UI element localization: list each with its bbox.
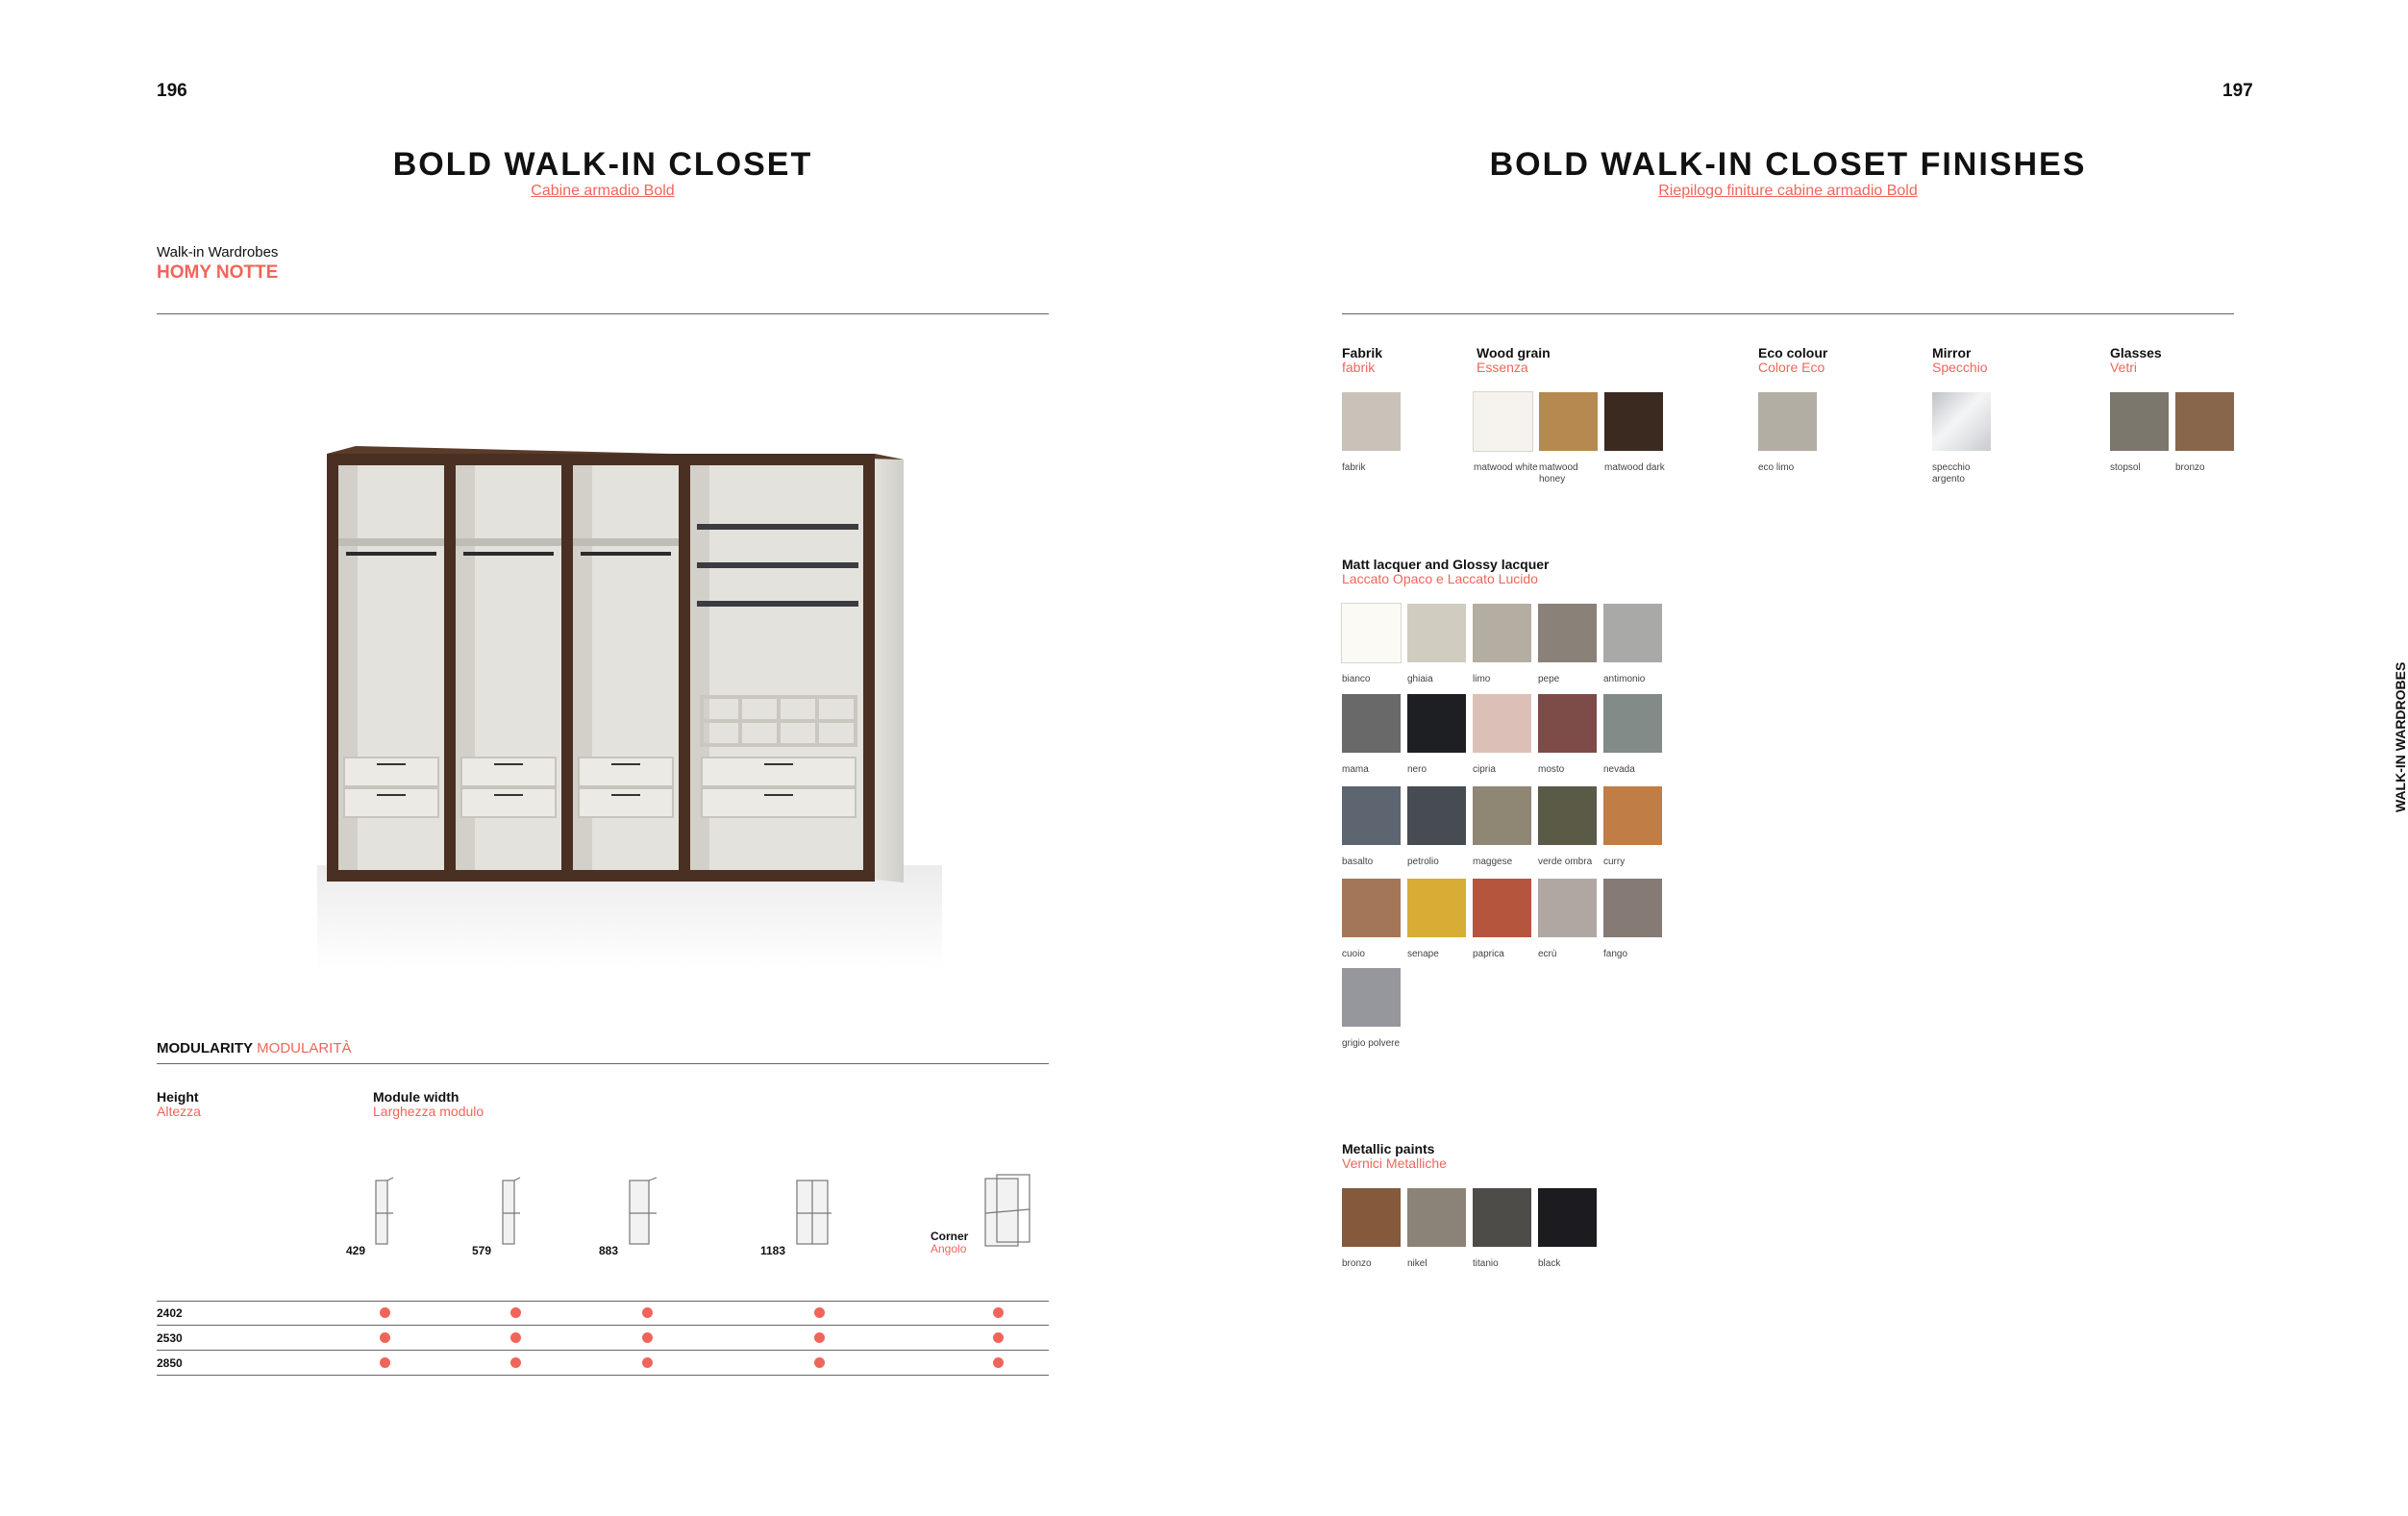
group-title: Wood grain — [1477, 345, 1551, 360]
swatch-label: black — [1538, 1258, 1561, 1269]
group-title-it: Specchio — [1932, 360, 1988, 375]
swatch-label: curry — [1603, 857, 1626, 867]
module-corner — [931, 1230, 968, 1255]
swatch-label: matwood white — [1474, 462, 1538, 473]
module-width-1183: 1183 — [760, 1244, 786, 1257]
module-width-429: 429 — [346, 1244, 366, 1257]
swatch-eco-limo — [1758, 392, 1817, 451]
modularity-label: MODULARITY — [157, 1040, 253, 1056]
swatch-bronzo — [2175, 392, 2234, 451]
swatch-label: nero — [1407, 764, 1427, 775]
width-header — [373, 1090, 484, 1119]
swatch-ghiaia — [1407, 604, 1466, 662]
availability-dot — [510, 1332, 521, 1343]
swatch-matwood-white — [1474, 392, 1532, 451]
swatch-label: titanio — [1473, 1258, 1499, 1269]
swatch-label: maggese — [1473, 857, 1513, 867]
swatch-matwood-honey — [1539, 392, 1598, 451]
group-eco-header — [1758, 346, 1827, 375]
table-rule — [157, 1350, 1049, 1351]
swatch-mosto — [1538, 694, 1597, 753]
availability-dot — [380, 1332, 390, 1343]
availability-dot — [814, 1332, 825, 1343]
swatch-label: specchio argento — [1932, 462, 1971, 485]
swatch-label: grigio polvere — [1342, 1038, 1401, 1049]
swatch-label: nevada — [1603, 764, 1635, 775]
table-rule — [157, 1325, 1049, 1326]
swatch-label: cuoio — [1342, 949, 1365, 959]
swatch-label: fango — [1603, 949, 1628, 959]
swatch-label: cipria — [1473, 764, 1496, 775]
height-2850: 2850 — [157, 1356, 183, 1370]
height-header — [157, 1090, 201, 1119]
width-label-it: Larghezza modulo — [373, 1104, 484, 1119]
availability-dot — [510, 1307, 521, 1318]
swatch-grigio-polvere — [1342, 968, 1401, 1027]
swatch-nero — [1407, 694, 1466, 753]
group-title-it: Vetri — [2110, 360, 2138, 375]
swatch-cuoio — [1342, 879, 1401, 937]
module-width-883: 883 — [599, 1244, 619, 1257]
swatch-petrolio — [1407, 786, 1466, 845]
height-label: Height — [157, 1089, 199, 1105]
availability-dot — [380, 1357, 390, 1368]
swatch-black — [1538, 1188, 1597, 1247]
corner-label: Corner — [931, 1230, 969, 1243]
width-label: Module width — [373, 1089, 459, 1105]
swatch-label: bronzo — [2175, 462, 2205, 473]
modularity-heading — [157, 1040, 352, 1056]
page-number-right: 197 — [2222, 81, 2253, 101]
group-title-it: fabrik — [1342, 360, 1376, 375]
wardrobe-image — [317, 356, 942, 971]
swatch-label: stopsol — [2110, 462, 2141, 473]
table-rule — [157, 1301, 1049, 1302]
group-title-it: Laccato Opaco e Laccato Lucido — [1342, 571, 1538, 586]
swatch-senape — [1407, 879, 1466, 937]
page-number-left: 196 — [157, 81, 187, 101]
swatch-label: verde ombra — [1538, 857, 1593, 867]
group-title-it: Vernici Metalliche — [1342, 1156, 1447, 1171]
availability-dot — [642, 1332, 653, 1343]
swatch-curry — [1603, 786, 1662, 845]
group-title: Matt lacquer and Glossy lacquer — [1342, 557, 1550, 572]
availability-dot — [510, 1357, 521, 1368]
swatch-cipria — [1473, 694, 1531, 753]
group-title: Glasses — [2110, 345, 2162, 360]
divider — [157, 313, 1049, 314]
swatch-paprica — [1473, 879, 1531, 937]
swatch-maggese — [1473, 786, 1531, 845]
swatch-matwood-dark — [1604, 392, 1663, 451]
swatch-label: senape — [1407, 949, 1439, 959]
group-glass-header — [2110, 346, 2162, 375]
swatch-antimonio — [1603, 604, 1662, 662]
group-title: Metallic paints — [1342, 1141, 1435, 1156]
swatch-label: eco limo — [1758, 462, 1795, 473]
swatch-label: matwood honey — [1539, 462, 1578, 485]
table-rule — [157, 1375, 1049, 1376]
swatch-label: nikel — [1407, 1258, 1427, 1269]
category-label: Walk-in Wardrobes — [157, 244, 279, 261]
swatch-basalto — [1342, 786, 1401, 845]
modularity-label-it: MODULARITÀ — [257, 1040, 352, 1056]
group-title-it: Colore Eco — [1758, 360, 1825, 375]
availability-dot — [993, 1307, 1004, 1318]
availability-dot — [993, 1332, 1004, 1343]
height-2530: 2530 — [157, 1331, 183, 1345]
availability-dot — [814, 1357, 825, 1368]
availability-dot — [814, 1307, 825, 1318]
page-subtitle-left: Cabine armadio Bold — [531, 183, 675, 199]
group-title-it: Essenza — [1477, 360, 1528, 375]
swatch-label: ecrù — [1538, 949, 1557, 959]
group-title: Eco colour — [1758, 345, 1828, 360]
group-metal-header — [1342, 1142, 1447, 1171]
swatch-nikel — [1407, 1188, 1466, 1247]
swatch-label: mosto — [1538, 764, 1565, 775]
corner-label-it: Angolo — [931, 1242, 967, 1255]
swatch-label: fabrik — [1342, 462, 1366, 473]
swatch-pepe — [1538, 604, 1597, 662]
group-wood-header — [1477, 346, 1551, 375]
page-title-left: BOLD WALK-IN CLOSET — [392, 146, 813, 183]
swatch-label: ghiaia — [1407, 674, 1433, 684]
divider — [157, 1063, 1049, 1064]
swatch-label: mama — [1342, 764, 1369, 775]
availability-dot — [380, 1307, 390, 1318]
swatch-label: petrolio — [1407, 857, 1439, 867]
availability-dot — [993, 1357, 1004, 1368]
swatch-fango — [1603, 879, 1662, 937]
page-subtitle-right: Riepilogo finiture cabine armadio Bold — [1658, 183, 1918, 199]
swatch-specchio-argento — [1932, 392, 1991, 451]
swatch-label: matwood dark — [1604, 462, 1665, 473]
group-title: Mirror — [1932, 345, 1972, 360]
swatch-nevada — [1603, 694, 1662, 753]
swatch-label: bianco — [1342, 674, 1371, 684]
swatch-bronzo — [1342, 1188, 1401, 1247]
group-lacquer-header — [1342, 558, 1550, 586]
swatch-mama — [1342, 694, 1401, 753]
swatch-verde-ombra — [1538, 786, 1597, 845]
height-label-it: Altezza — [157, 1104, 201, 1119]
swatch-bianco — [1342, 604, 1401, 662]
swatch-ecrù — [1538, 879, 1597, 937]
height-2402: 2402 — [157, 1306, 183, 1320]
swatch-limo — [1473, 604, 1531, 662]
swatch-stopsol — [2110, 392, 2169, 451]
group-mirror-header — [1932, 346, 1988, 375]
swatch-label: antimonio — [1603, 674, 1646, 684]
availability-dot — [642, 1307, 653, 1318]
divider — [1342, 313, 2234, 314]
availability-dot — [642, 1357, 653, 1368]
side-section-label: WALK-IN WARDROBES — [2393, 661, 2408, 812]
module-width-579: 579 — [472, 1244, 492, 1257]
group-fabrik-header — [1342, 346, 1382, 375]
swatch-fabrik — [1342, 392, 1401, 451]
swatch-label: paprica — [1473, 949, 1504, 959]
swatch-label: pepe — [1538, 674, 1560, 684]
swatch-label: bronzo — [1342, 1258, 1372, 1269]
swatch-label: limo — [1473, 674, 1491, 684]
swatch-label: basalto — [1342, 857, 1374, 867]
group-title: Fabrik — [1342, 345, 1383, 360]
page-title-right: BOLD WALK-IN CLOSET FINISHES — [1489, 146, 2087, 183]
swatch-titanio — [1473, 1188, 1531, 1247]
collection-name: HOMY NOTTE — [157, 262, 279, 283]
